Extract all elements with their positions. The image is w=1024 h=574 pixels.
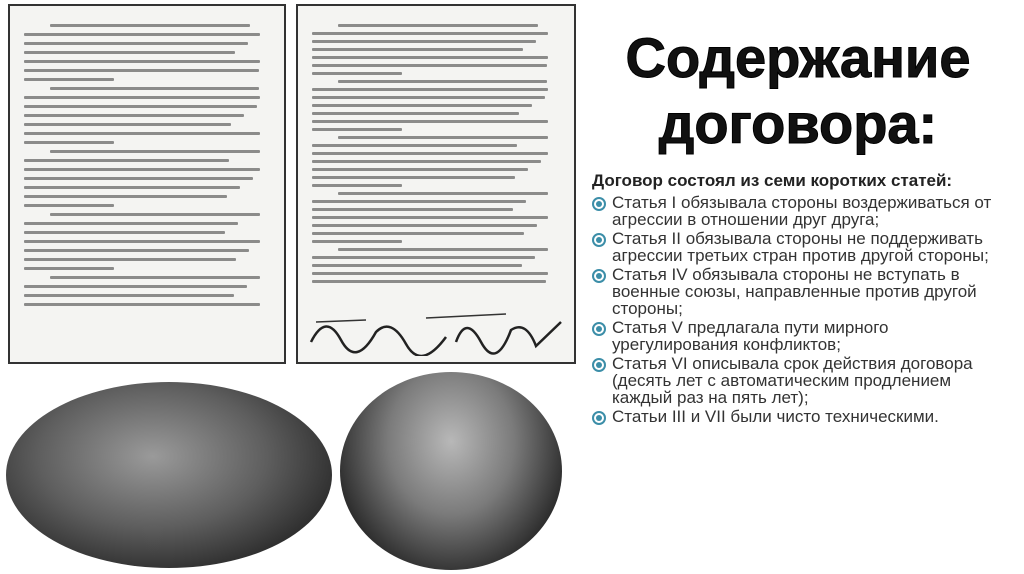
document-text-line — [24, 303, 260, 306]
document-text-line — [24, 78, 114, 81]
document-text-line — [24, 96, 260, 99]
document-text-line — [312, 40, 536, 43]
document-text-line — [312, 72, 402, 75]
document-text-line — [338, 248, 548, 251]
document-text-line — [338, 192, 548, 195]
document-text-line — [50, 150, 260, 153]
document-text-line — [24, 204, 114, 207]
list-item: Статья VI описывала срок действия договора (десять лет с автоматическим продлением каждый раз на пять лет); — [592, 355, 1012, 406]
document-text-line — [312, 64, 547, 67]
document-text-line — [24, 51, 235, 54]
document-text-line — [24, 177, 253, 180]
treaty-document-page-1 — [8, 4, 286, 364]
document-text-line — [24, 195, 227, 198]
signatures-image — [306, 302, 566, 356]
document-text-line — [312, 128, 402, 131]
document-text-line — [312, 240, 402, 243]
circle-bullet-icon — [592, 197, 606, 211]
list-item: Статьи III и VII были чисто техническими. — [592, 408, 1012, 425]
document-text-line — [24, 222, 238, 225]
document-text-line — [312, 232, 524, 235]
document-text-line — [50, 87, 259, 90]
document-text-line — [338, 24, 538, 27]
document-text-line — [24, 186, 240, 189]
document-text-line — [312, 104, 532, 107]
document-text-line — [312, 96, 545, 99]
document-text-line — [312, 56, 548, 59]
document-text-line — [24, 240, 260, 243]
circle-bullet-icon — [592, 269, 606, 283]
document-text-line — [312, 144, 517, 147]
document-text-line — [312, 176, 515, 179]
document-text-line — [24, 258, 236, 261]
document-text-line — [312, 216, 548, 219]
document-text-line — [312, 112, 519, 115]
document-text-line — [312, 272, 548, 275]
document-text-line — [312, 280, 546, 283]
document-text-line — [312, 32, 548, 35]
document-text-line — [312, 224, 537, 227]
document-text-line — [312, 200, 526, 203]
document-text-line — [24, 42, 248, 45]
document-text-line — [24, 60, 260, 63]
document-text-line — [338, 136, 548, 139]
portrait-photo-molotov — [6, 382, 332, 568]
document-text-line — [312, 256, 535, 259]
circle-bullet-icon — [592, 233, 606, 247]
list-item: Статья II обязывала стороны не поддерживать агрессии третьих стран против другой стороны; — [592, 230, 1012, 264]
document-text-line — [312, 88, 548, 91]
document-text-line — [50, 24, 250, 27]
circle-bullet-icon — [592, 358, 606, 372]
document-text-line — [24, 231, 225, 234]
document-text-line — [312, 48, 523, 51]
document-text-line — [24, 141, 114, 144]
slide-title-line-1: Содержание — [625, 26, 971, 89]
document-text-line — [312, 152, 548, 155]
intro-text: Договор состоял из семи коротких статей: — [592, 171, 953, 190]
document-text-line — [24, 168, 260, 171]
document-text-line — [24, 132, 260, 135]
document-text-line — [50, 213, 260, 216]
document-text-line — [24, 159, 229, 162]
slide-title-line-2: договора: — [658, 92, 938, 155]
document-text-line — [338, 80, 547, 83]
document-text-line — [50, 276, 260, 279]
document-text-line — [24, 105, 257, 108]
document-text-line — [312, 120, 548, 123]
document-text-line — [312, 160, 541, 163]
circle-bullet-icon — [592, 322, 606, 336]
document-text-line — [24, 267, 114, 270]
document-text-line — [24, 33, 260, 36]
portrait-photo-ribbentrop — [340, 372, 562, 570]
document-text-line — [312, 208, 513, 211]
articles-list — [592, 194, 1012, 425]
document-text-line — [24, 123, 231, 126]
slide-body — [592, 172, 1012, 427]
list-item: Статья V предлагала пути мирного урегулирования конфликтов; — [592, 319, 1012, 353]
circle-bullet-icon — [592, 411, 606, 425]
document-text-line — [312, 264, 522, 267]
list-item: Статья IV обязывала стороны не вступать в военные союзы, направленные против другой стороны; — [592, 266, 1012, 317]
document-text-line — [24, 294, 234, 297]
document-text-line — [24, 114, 244, 117]
treaty-document-page-2 — [296, 4, 576, 364]
document-text-line — [24, 249, 249, 252]
document-text-line — [312, 184, 402, 187]
document-text-line — [24, 69, 259, 72]
list-item: Статья I обязывала стороны воздерживаться от агрессии в отношении друг друга; — [592, 194, 1012, 228]
document-text-line — [24, 285, 247, 288]
document-text-line — [312, 168, 528, 171]
